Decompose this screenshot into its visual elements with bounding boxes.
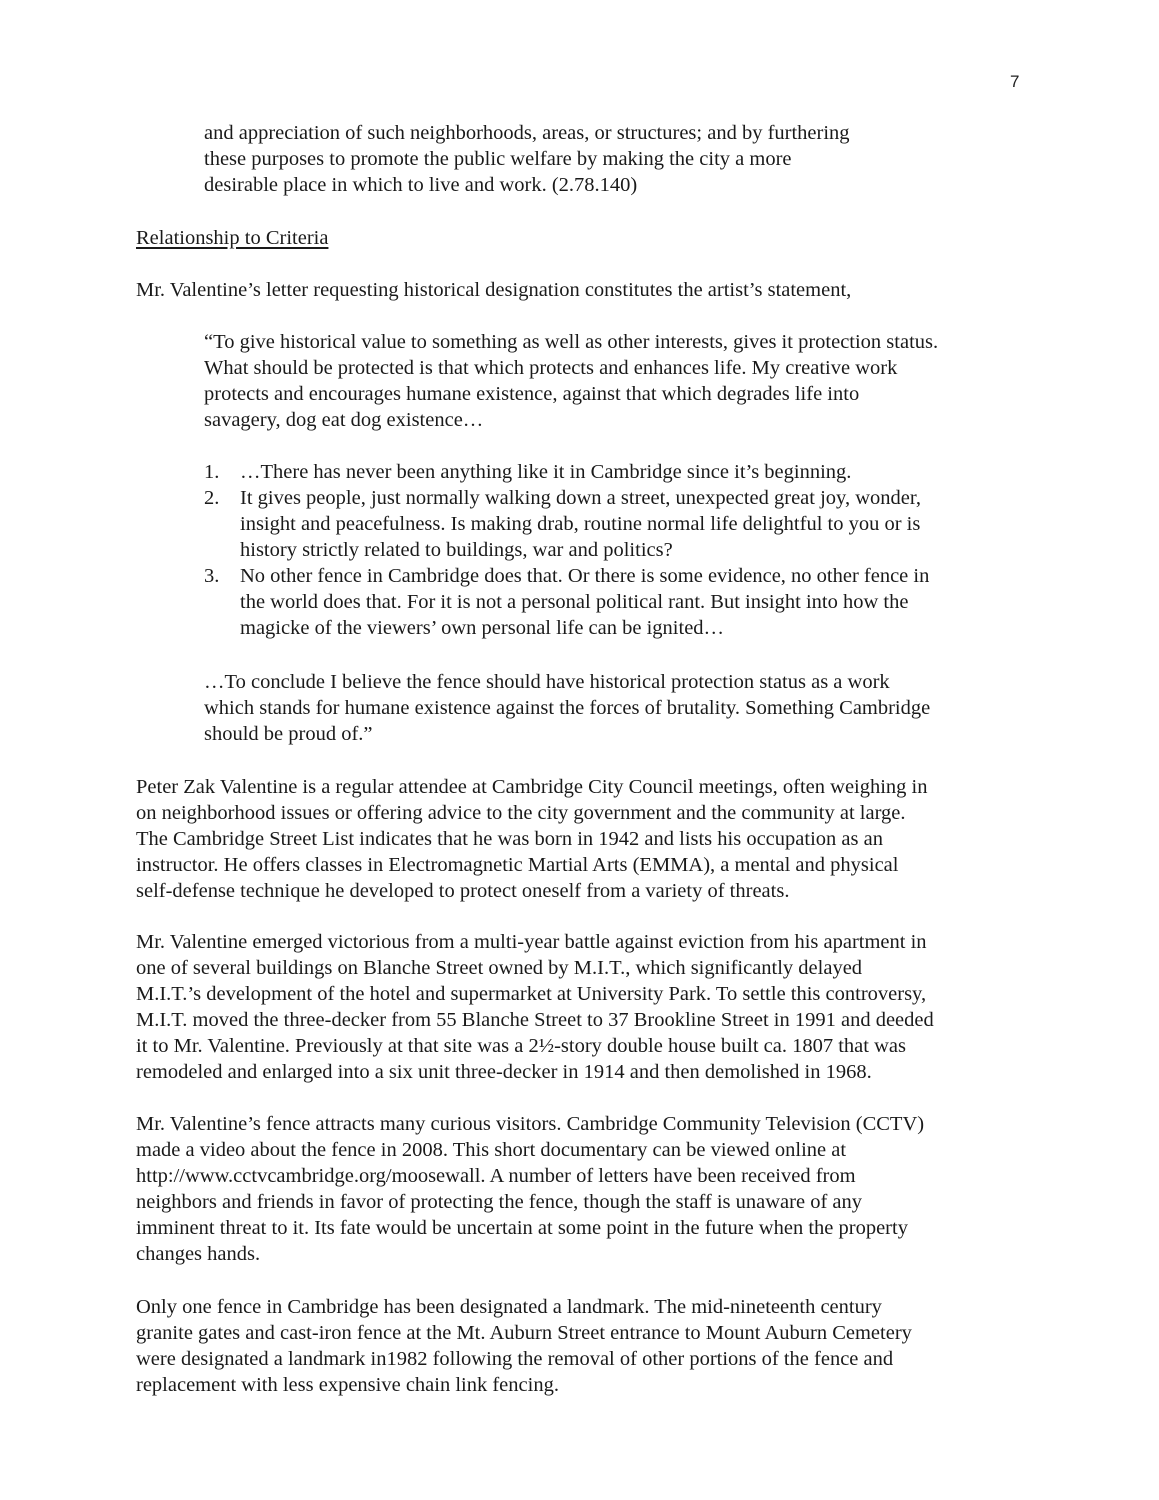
- ordinance-quote-line: these purposes to promote the public welfare by making the city a more: [204, 148, 792, 170]
- page-number: 7: [1010, 72, 1020, 91]
- ordinance-quote-line: desirable place in which to live and work. (2.78.140): [204, 174, 638, 196]
- paragraph-line: instructor. He offers classes in Electromagnetic Martial Arts (EMMA), a mental and physical: [136, 854, 899, 876]
- statement-line: What should be protected is that which protects and enhances life. My creative work: [204, 357, 898, 379]
- paragraph-line: remodeled and enlarged into a six unit three-decker in 1914 and then demolished in 1968.: [136, 1061, 872, 1083]
- paragraph-line: M.I.T.’s development of the hotel and supermarket at University Park. To settle this controversy,: [136, 983, 927, 1005]
- paragraph-line: The Cambridge Street List indicates that he was born in 1942 and lists his occupation as an: [136, 828, 883, 850]
- statement-line: protects and encourages humane existence, against that which degrades life into: [204, 383, 860, 405]
- list-number: 2.: [204, 487, 220, 509]
- statement-line: “To give historical value to something as well as other interests, gives it protection status.: [204, 331, 939, 353]
- statement-line: savagery, dog eat dog existence…: [204, 409, 484, 431]
- paragraph-line: on neighborhood issues or offering advice to the city government and the community at large.: [136, 802, 906, 824]
- list-item-line: insight and peacefulness. Is making drab, routine normal life delightful to you or is: [240, 513, 921, 535]
- paragraph-line: http://www.cctvcambridge.org/moosewall. A number of letters have been received from: [136, 1165, 856, 1187]
- paragraph-fence-visitors: [136, 1111, 924, 1267]
- paragraph-line: made a video about the fence in 2008. This short documentary can be viewed online at: [136, 1139, 847, 1161]
- list-item-line: magicke of the viewers’ own personal life can be ignited…: [240, 617, 725, 639]
- paragraph-biography: [136, 774, 928, 904]
- list-item-line: the world does that. For it is not a personal political rant. But insight into how the: [240, 591, 909, 613]
- paragraph-line: replacement with less expensive chain link fencing.: [136, 1374, 559, 1396]
- ordinance-quote: [204, 120, 850, 198]
- list-item-line: No other fence in Cambridge does that. Or there is some evidence, no other fence in: [240, 565, 930, 587]
- paragraph-line: it to Mr. Valentine. Previously at that site was a 2½-story double house built ca. 1807 that was: [136, 1035, 906, 1057]
- lead-sentence: Mr. Valentine’s letter requesting historical designation constitutes the artist’s statement,: [136, 279, 852, 301]
- statement-list-item-2: [204, 485, 1054, 563]
- list-number: 1.: [204, 461, 220, 483]
- paragraph-line: were designated a landmark in1982 following the removal of other portions of the fence and: [136, 1348, 894, 1370]
- statement-list: [204, 459, 1054, 641]
- list-number: 3.: [204, 565, 220, 587]
- statement-list-item-3: [204, 563, 1054, 641]
- paragraph-line: Mr. Valentine’s fence attracts many curious visitors. Cambridge Community Television (CCTV): [136, 1113, 925, 1135]
- statement-list-item-1: [204, 459, 1054, 485]
- paragraph-line: neighbors and friends in favor of protecting the fence, though the staff is unaware of any: [136, 1191, 862, 1213]
- paragraph-line: granite gates and cast-iron fence at the Mt. Auburn Street entrance to Mount Auburn Cemetery: [136, 1322, 912, 1344]
- paragraph-line: M.I.T. moved the three-decker from 55 Blanche Street to 37 Brookline Street in 1991 and deeded: [136, 1009, 934, 1031]
- artist-statement-closing: [204, 669, 930, 747]
- statement-line: should be proud of.”: [204, 723, 373, 745]
- section-heading-block: [136, 225, 328, 251]
- paragraph-line: one of several buildings on Blanche Street owned by M.I.T., which significantly delayed: [136, 957, 863, 979]
- lead-paragraph: [136, 277, 851, 303]
- paragraph-line: changes hands.: [136, 1243, 261, 1265]
- statement-line: which stands for humane existence against the forces of brutality. Something Cambridge: [204, 697, 931, 719]
- section-heading: Relationship to Criteria: [136, 227, 329, 249]
- list-item-line: …There has never been anything like it in Cambridge since it’s beginning.: [240, 461, 852, 483]
- list-item-line: It gives people, just normally walking down a street, unexpected great joy, wonder,: [240, 487, 921, 509]
- statement-line: …To conclude I believe the fence should have historical protection status as a work: [204, 671, 890, 693]
- list-item-line: history strictly related to buildings, war and politics?: [240, 539, 673, 561]
- paragraph-line: Only one fence in Cambridge has been designated a landmark. The mid-nineteenth century: [136, 1296, 882, 1318]
- artist-statement-opening: [204, 329, 938, 433]
- paragraph-eviction-history: [136, 929, 934, 1085]
- paragraph-line: imminent threat to it. Its fate would be uncertain at some point in the future when the property: [136, 1217, 908, 1239]
- ordinance-quote-line: and appreciation of such neighborhoods, areas, or structures; and by furthering: [204, 122, 850, 144]
- paragraph-line: Mr. Valentine emerged victorious from a multi-year battle against eviction from his apartment in: [136, 931, 927, 953]
- paragraph-line: self-defense technique he developed to protect oneself from a variety of threats.: [136, 880, 790, 902]
- paragraph-line: Peter Zak Valentine is a regular attendee at Cambridge City Council meetings, often weighing in: [136, 776, 928, 798]
- paragraph-landmark-fence: [136, 1294, 912, 1398]
